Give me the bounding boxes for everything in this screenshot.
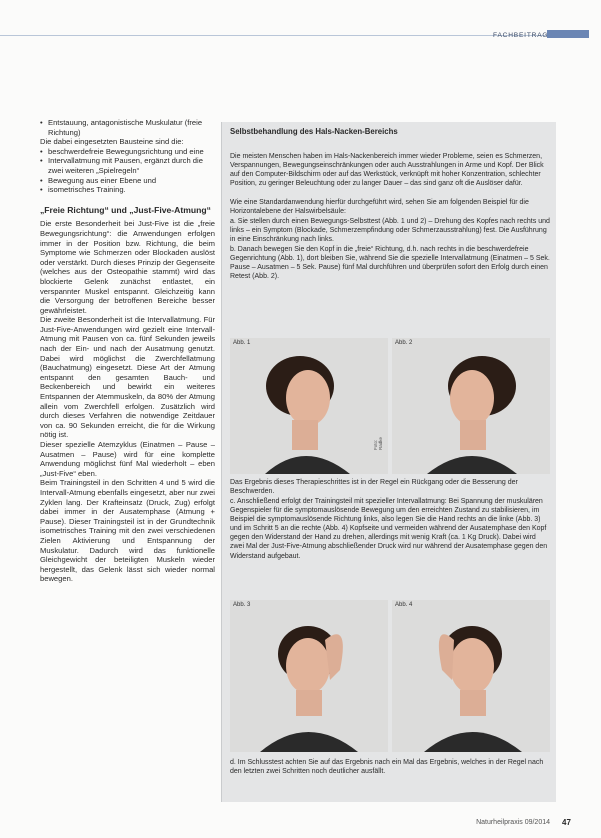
box-intro: Die meisten Menschen haben im Hals-Nackenbereich immer wieder Probleme, seien es Schmerzen, Verspannungen, Bewegungseinschränkungen oder auch Ausstrahlungen in Arme und Kopf. Der Blick auf den Computer-Bildschirm oder auf das Werkstück, verknüpft mit hoher Konzentration, schlechter Position, zu geringer Beleuchtung oder zu langer Dauer – das sind ganz oft die Auslöser dafür.: [230, 153, 544, 188]
body-paragraph: Beim Trainingsteil in den Schritten 4 und 5 wird die Intervall-Atmung ebenfalls eingesetzt, aber nur zwei Zyklen lang. Der Krafteinsatz (Druck, Zug) erfolgt dabei immer in der Ausatemphase (Atmung + Pause). Dieser Trainingsteil ist in der Grundtechnik isometrisches Training mit den zwei verschiedenen Zielen Aktivierung und Entspannung der Muskulatur. Dadurch wird das funktionelle Gleichgewicht der beteiligten Muskeln wieder hergestellt, das Gelenk lässt sich wieder normal bewegen.: [40, 478, 215, 584]
list-item: • Bewegung aus einer Ebene und: [40, 176, 215, 186]
list-item: • beschwerdefreie Bewegungsrichtung und eine: [40, 147, 215, 157]
body-paragraph: Die erste Besonderheit bei Just-Five ist die „freie Bewegungsrichtung“: die Anwendungen erfolgen immer in der Position bzw. Richtung, die beim Symptome wie Schmerzen oder Blockaden auslöst oder verstärkt. Durch dieses Prinzip der Gegenseite (welches aus der Osteopathie stammt) wird das blockierte Gelenk zunächst entlastet, ein verspannter Muskel entspannt. Gleichzeitig kann die Versorgung der betroffenen Bereiche besser gewährleistet.: [40, 219, 215, 315]
photo-1: [230, 338, 388, 474]
photo-label: Abb. 4: [395, 602, 413, 608]
box-step-d: d. Im Schlusstest achten Sie auf das Ergebnis nach ein Mal das Ergebnis, welches in der Regel nach den letzten zwei Schritten noch deutlicher ausfällt.: [230, 759, 544, 776]
photo-3-illustration: [230, 600, 388, 752]
box-step-b: b. Danach bewegen Sie den Kopf in die „freie“ Richtung, d.h. nach rechts in die beschwerdefreie Gegenrichtung (Abb. 1), dort bleiben Sie, während Sie die spezielle Intervallatmung (Einatmen – 5 Sek. Pause – Ausatmen – 5 Sek. Pause) fünf Mal durchführen und überprüfen sofort den Erfolg durch einen Retest (Abb. 2).: [230, 246, 550, 281]
list-item: • isometrisches Training.: [40, 185, 215, 195]
list-item: • Entstauung, antagonistische Muskulatur (freie Richtung): [40, 118, 215, 137]
box-line: Wie eine Standardanwendung hierfür durchgeführt wird, sehen Sie am folgenden Beispiel für die Horizontalebene der Halswirbelsäule:: [230, 199, 529, 216]
intro-list: [40, 118, 215, 137]
list-item: • Intervallatmung mit Pausen, ergänzt durch die zwei weiteren „Spielregeln“: [40, 156, 215, 175]
body-paragraph: Dieser spezielle Atemzyklus (Einatmen – Pause – Ausatmen – Pause) wird für eine komplette Anwendung möglichst fünf Mal wiederholt – eben „Just-Five“ eben.: [40, 440, 215, 478]
photo-4: [392, 600, 550, 752]
section-label: FACHBEITRAG: [493, 32, 549, 39]
intro-paragraph: Die dabei eingesetzten Bausteine sind die:: [40, 137, 184, 147]
box-step-a: a. Sie stellen durch einen Bewegungs-Selbsttest (Abb. 1 und 2) – Drehung des Kopfes nach rechts und links – ein Symptom (Blockade, Schmerzempfindung oder Schmerzausstrahlung) fest. Die Ausführung in eine Einschränkung nach links.: [230, 218, 550, 244]
body-paragraph: Die zweite Besonderheit ist die Intervallatmung. Für Just-Five-Anwendungen wird gezielt eine Intervall-Atmung mit Pausen von ca. fünf Sekunden jeweils nach der Ein- und nach der Ausatmung genutzt. Dabei wird möglichst die Zwerchfellatmung (Bauchatmung) eingesetzt. Diese Art der Atmung entspannt den gesamten Bauch- und Beckenbereich und bewirkt ein weiteres Entspannen der Atemmuskeln, da 80% der Atmung allein vom Zwerchfell erfolgen. Zusätzlich wird durch dieses Verfahren die notwendige Zeitdauer von ca. 90 Sekunden erreicht, die für die Wirkung nötig ist.: [40, 315, 215, 440]
photo-label: Abb. 2: [395, 340, 413, 346]
photo-2: [392, 338, 550, 474]
section-heading: „Freie Richtung“ und „Just-Five-Atmung“: [40, 204, 211, 215]
photo-label: Abb. 3: [233, 602, 251, 608]
photo-1-illustration: [230, 338, 388, 474]
box-title: Selbstbehandlung des Hals-Nacken-Bereichs: [230, 127, 398, 136]
building-blocks-list: [40, 147, 215, 195]
box-step-c: c. Anschließend erfolgt der Trainingsteil mit spezieller Intervallatmung: Bei Spannung der muskulären Gegenspieler für die symptomauslösende Bewegung um den erreichten Zustand zu stabilisieren, im Beispiel die symptomauslösende Richtung links, also legen Sie die Hand rechts an die linke (Abb. 3) und im Schritt 5 an die rechte (Abb. 4) Kopfseite und vermeiden während der Ausatemphase den Kopf gegen den Widerstand der Hand zu drehen, allerdings mit wenig Kraft (ca. 1 Kg Druck). Dabei wird zwei Mal der Just-Five-Atmung abschließender Druck wird nur während der Ausatemphase gegen den Widerstand aufgebaut.: [230, 498, 548, 560]
photo-credit: Foto: Radke: [373, 436, 383, 450]
left-column: [40, 118, 215, 584]
photo-2-illustration: [392, 338, 550, 474]
photo-4-illustration: [392, 600, 550, 752]
footer-journal: Naturheilpraxis 09/2014: [476, 819, 550, 826]
photo-label: Abb. 1: [233, 340, 251, 346]
self-treatment-box: [221, 122, 556, 802]
box-caption: Das Ergebnis dieses Therapieschrittes ist in der Regel ein Rückgang oder die Besserung der Beschwerden.: [230, 479, 518, 496]
photo-3: [230, 600, 388, 752]
page-number: 47: [562, 818, 571, 827]
